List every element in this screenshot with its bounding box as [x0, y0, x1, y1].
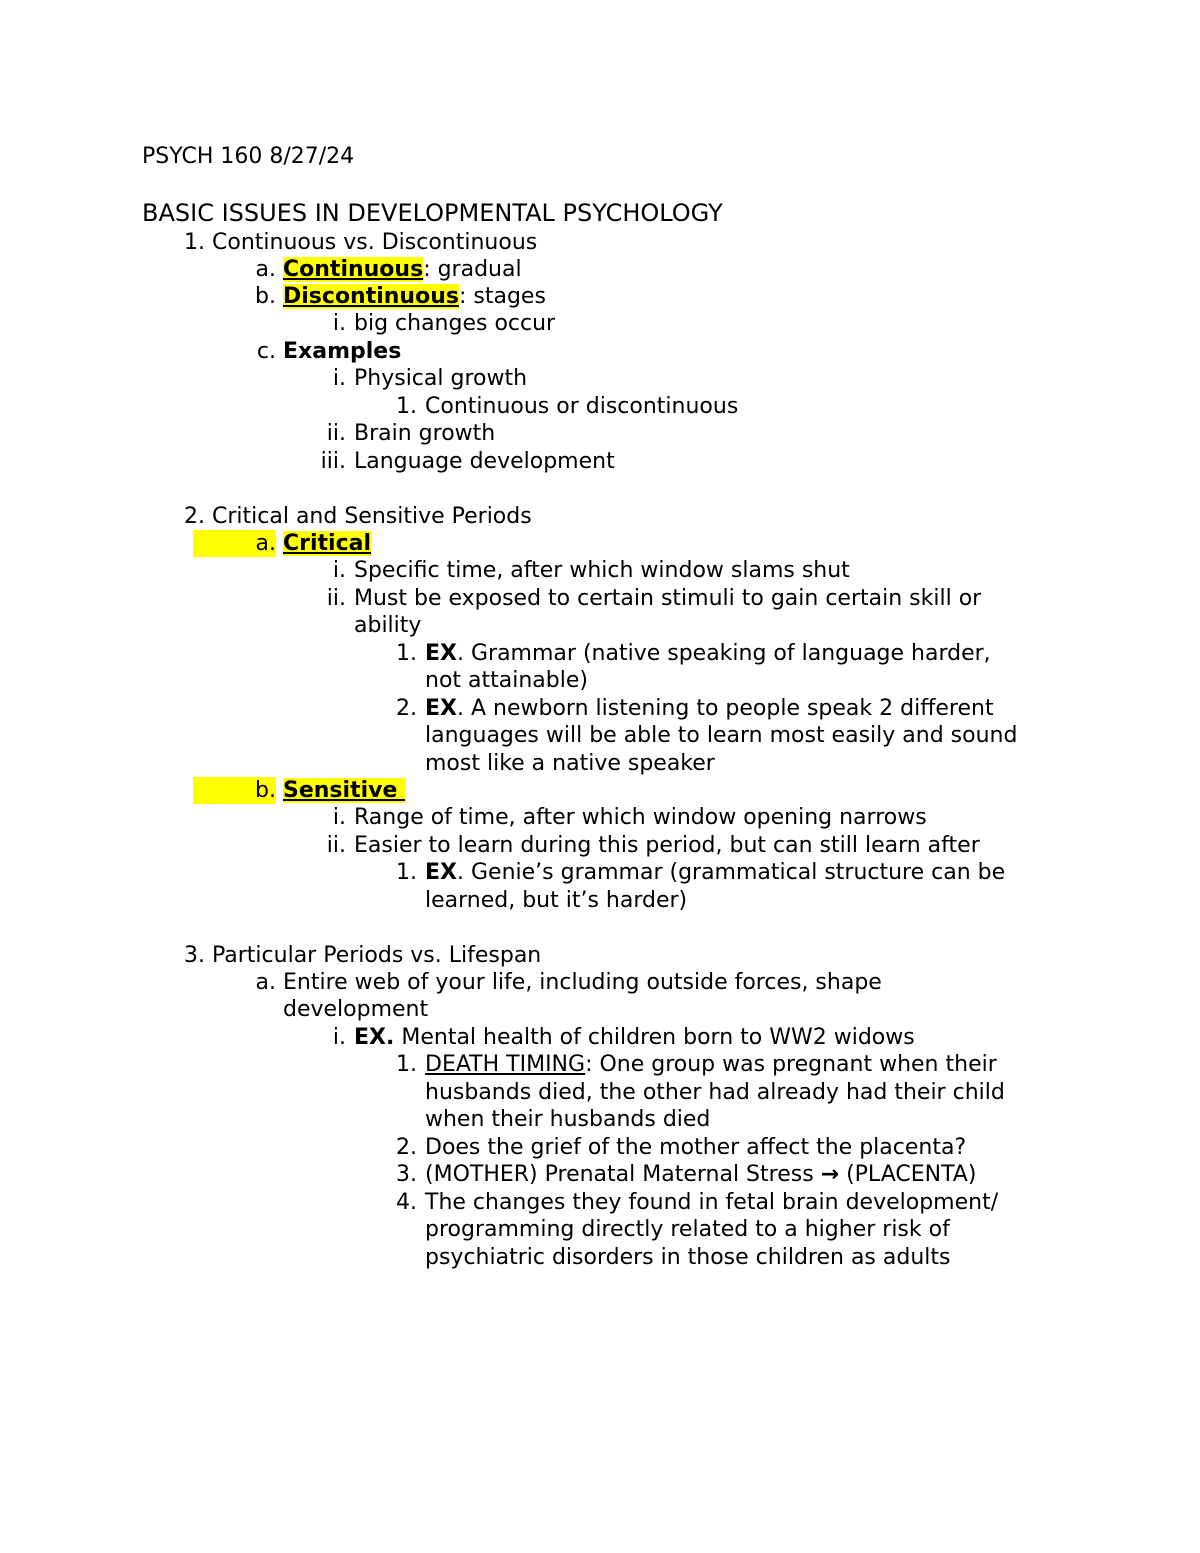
outline-item — [122, 942, 541, 969]
outline-text: Continuous or discontinuous — [425, 394, 739, 419]
outline-text: : One group was pregnant when their — [585, 1052, 997, 1077]
outline-text: Does the grief of the mother affect the placenta? — [425, 1135, 967, 1160]
outline-item — [122, 503, 532, 530]
outline-item — [335, 1079, 1005, 1106]
outline-item — [264, 310, 555, 337]
outline-item — [264, 585, 981, 612]
outline-item — [335, 722, 1017, 749]
outline-marker: ii. — [326, 833, 346, 858]
outline-item — [193, 996, 428, 1023]
outline-marker: ii. — [326, 421, 346, 446]
outline-marker: iii. — [320, 449, 346, 474]
highlighted-term: Continuous — [283, 257, 424, 282]
outline-text: → — [820, 1162, 840, 1187]
outline-text: EX — [425, 860, 457, 885]
outline-item — [264, 557, 850, 584]
outline-text: Language development — [354, 449, 615, 474]
highlighted-term: Critical — [283, 531, 372, 556]
outline-text: . Genie’s grammar (grammatical structure can be — [457, 860, 1006, 885]
outline-text: (PLACENTA) — [839, 1162, 977, 1187]
outline-text: Entire web of your life, including outside forces, shape — [283, 970, 882, 995]
outline-text: DEATH TIMING — [425, 1052, 586, 1077]
outline-item — [264, 365, 527, 392]
outline-marker: 4. — [396, 1190, 417, 1215]
outline-text: Particular Periods vs. Lifespan — [212, 943, 542, 968]
outline-item — [122, 229, 537, 256]
outline-marker: i. — [332, 805, 346, 830]
outline-marker: a. — [255, 970, 276, 995]
outline-marker: a. — [255, 257, 276, 282]
outline-text: Specific time, after which window slams shut — [354, 558, 850, 583]
outline-text: big changes occur — [354, 311, 556, 336]
outline-marker: c. — [256, 339, 276, 364]
outline-text: EX. — [354, 1025, 395, 1050]
outline-text: Examples — [283, 339, 402, 364]
outline-marker: a. — [193, 530, 276, 557]
outline-item — [264, 1024, 915, 1051]
outline-marker: 1. — [396, 860, 417, 885]
outline-marker: b. — [193, 777, 276, 804]
outline-item — [335, 695, 994, 722]
outline-item — [193, 283, 546, 310]
outline-item — [264, 804, 927, 831]
outline-item — [193, 969, 882, 996]
outline-marker: i. — [332, 366, 346, 391]
outline-marker: i. — [332, 558, 346, 583]
outline-item — [335, 1106, 710, 1133]
outline-marker: 2. — [396, 1135, 417, 1160]
outline-text: Must be exposed to certain stimuli to gain certain skill or — [354, 586, 982, 611]
outline-item — [264, 612, 421, 639]
outline-marker: 3. — [184, 943, 205, 968]
outline-item — [335, 1216, 950, 1243]
course-date-header: PSYCH 160 8/27/24 — [142, 144, 355, 169]
outline-marker: 2. — [396, 696, 417, 721]
outline-marker: ii. — [326, 586, 346, 611]
outline-item — [193, 530, 371, 557]
outline-item — [335, 667, 588, 694]
outline-text: EX — [425, 641, 457, 666]
highlighted-term: Sensitive — [283, 778, 406, 803]
outline-item — [335, 887, 687, 914]
outline-marker: i. — [332, 311, 346, 336]
outline-text: Brain growth — [354, 421, 496, 446]
outline-text: EX — [425, 696, 457, 721]
outline-item — [335, 859, 1005, 886]
outline-item — [335, 640, 991, 667]
outline-item — [193, 338, 401, 365]
outline-text: . Grammar (native speaking of language harder, — [457, 641, 991, 666]
outline-marker: 1. — [396, 394, 417, 419]
outline-text: languages will be able to learn most easily and sound — [425, 723, 1018, 748]
outline-text: not attainable) — [425, 668, 588, 693]
outline-text: development — [283, 997, 429, 1022]
outline-marker: 1. — [396, 641, 417, 666]
outline-text: psychiatric disorders in those children as adults — [425, 1245, 951, 1270]
outline-text: : gradual — [423, 257, 522, 282]
outline-text: most like a native speaker — [425, 751, 715, 776]
outline-item — [264, 420, 495, 447]
outline-text: Range of time, after which window opening narrows — [354, 805, 927, 830]
outline-text: . A newborn listening to people speak 2 different — [457, 696, 994, 721]
outline-item — [335, 1244, 950, 1271]
outline-text: ability — [354, 613, 422, 638]
outline-text: The changes they found in fetal brain development/ — [425, 1190, 999, 1215]
outline-text: Mental health of children born to WW2 widows — [394, 1025, 915, 1050]
outline-text: when their husbands died — [425, 1107, 711, 1132]
outline-item — [335, 1189, 998, 1216]
outline-text: : stages — [458, 284, 546, 309]
outline-marker: 1. — [396, 1052, 417, 1077]
outline-text: Physical growth — [354, 366, 528, 391]
outline-item — [335, 393, 738, 420]
outline-item — [335, 1134, 966, 1161]
outline-marker: i. — [332, 1025, 346, 1050]
highlighted-term: Discontinuous — [283, 284, 459, 309]
outline-item — [335, 1051, 997, 1078]
outline-text: Easier to learn during this period, but can still learn after — [354, 833, 980, 858]
document-title: BASIC ISSUES IN DEVELOPMENTAL PSYCHOLOGY — [142, 199, 723, 227]
outline-item — [264, 832, 980, 859]
outline-item — [193, 777, 405, 804]
outline-item — [335, 750, 715, 777]
outline-marker: 1. — [184, 230, 205, 255]
outline-item — [264, 448, 615, 475]
outline-text: (MOTHER) Prenatal Maternal Stress — [425, 1162, 821, 1187]
outline-text: programming directly related to a higher risk of — [425, 1217, 950, 1242]
outline-marker: 2. — [184, 504, 205, 529]
outline-item — [193, 256, 522, 283]
outline-marker: 3. — [396, 1162, 417, 1187]
outline-text: husbands died, the other had already had their child — [425, 1080, 1005, 1105]
outline-marker: b. — [255, 284, 276, 309]
outline-text: Continuous vs. Discontinuous — [212, 230, 538, 255]
outline-text: Critical and Sensitive Periods — [212, 504, 532, 529]
outline-item — [335, 1161, 976, 1188]
outline-text: learned, but it’s harder) — [425, 888, 688, 913]
